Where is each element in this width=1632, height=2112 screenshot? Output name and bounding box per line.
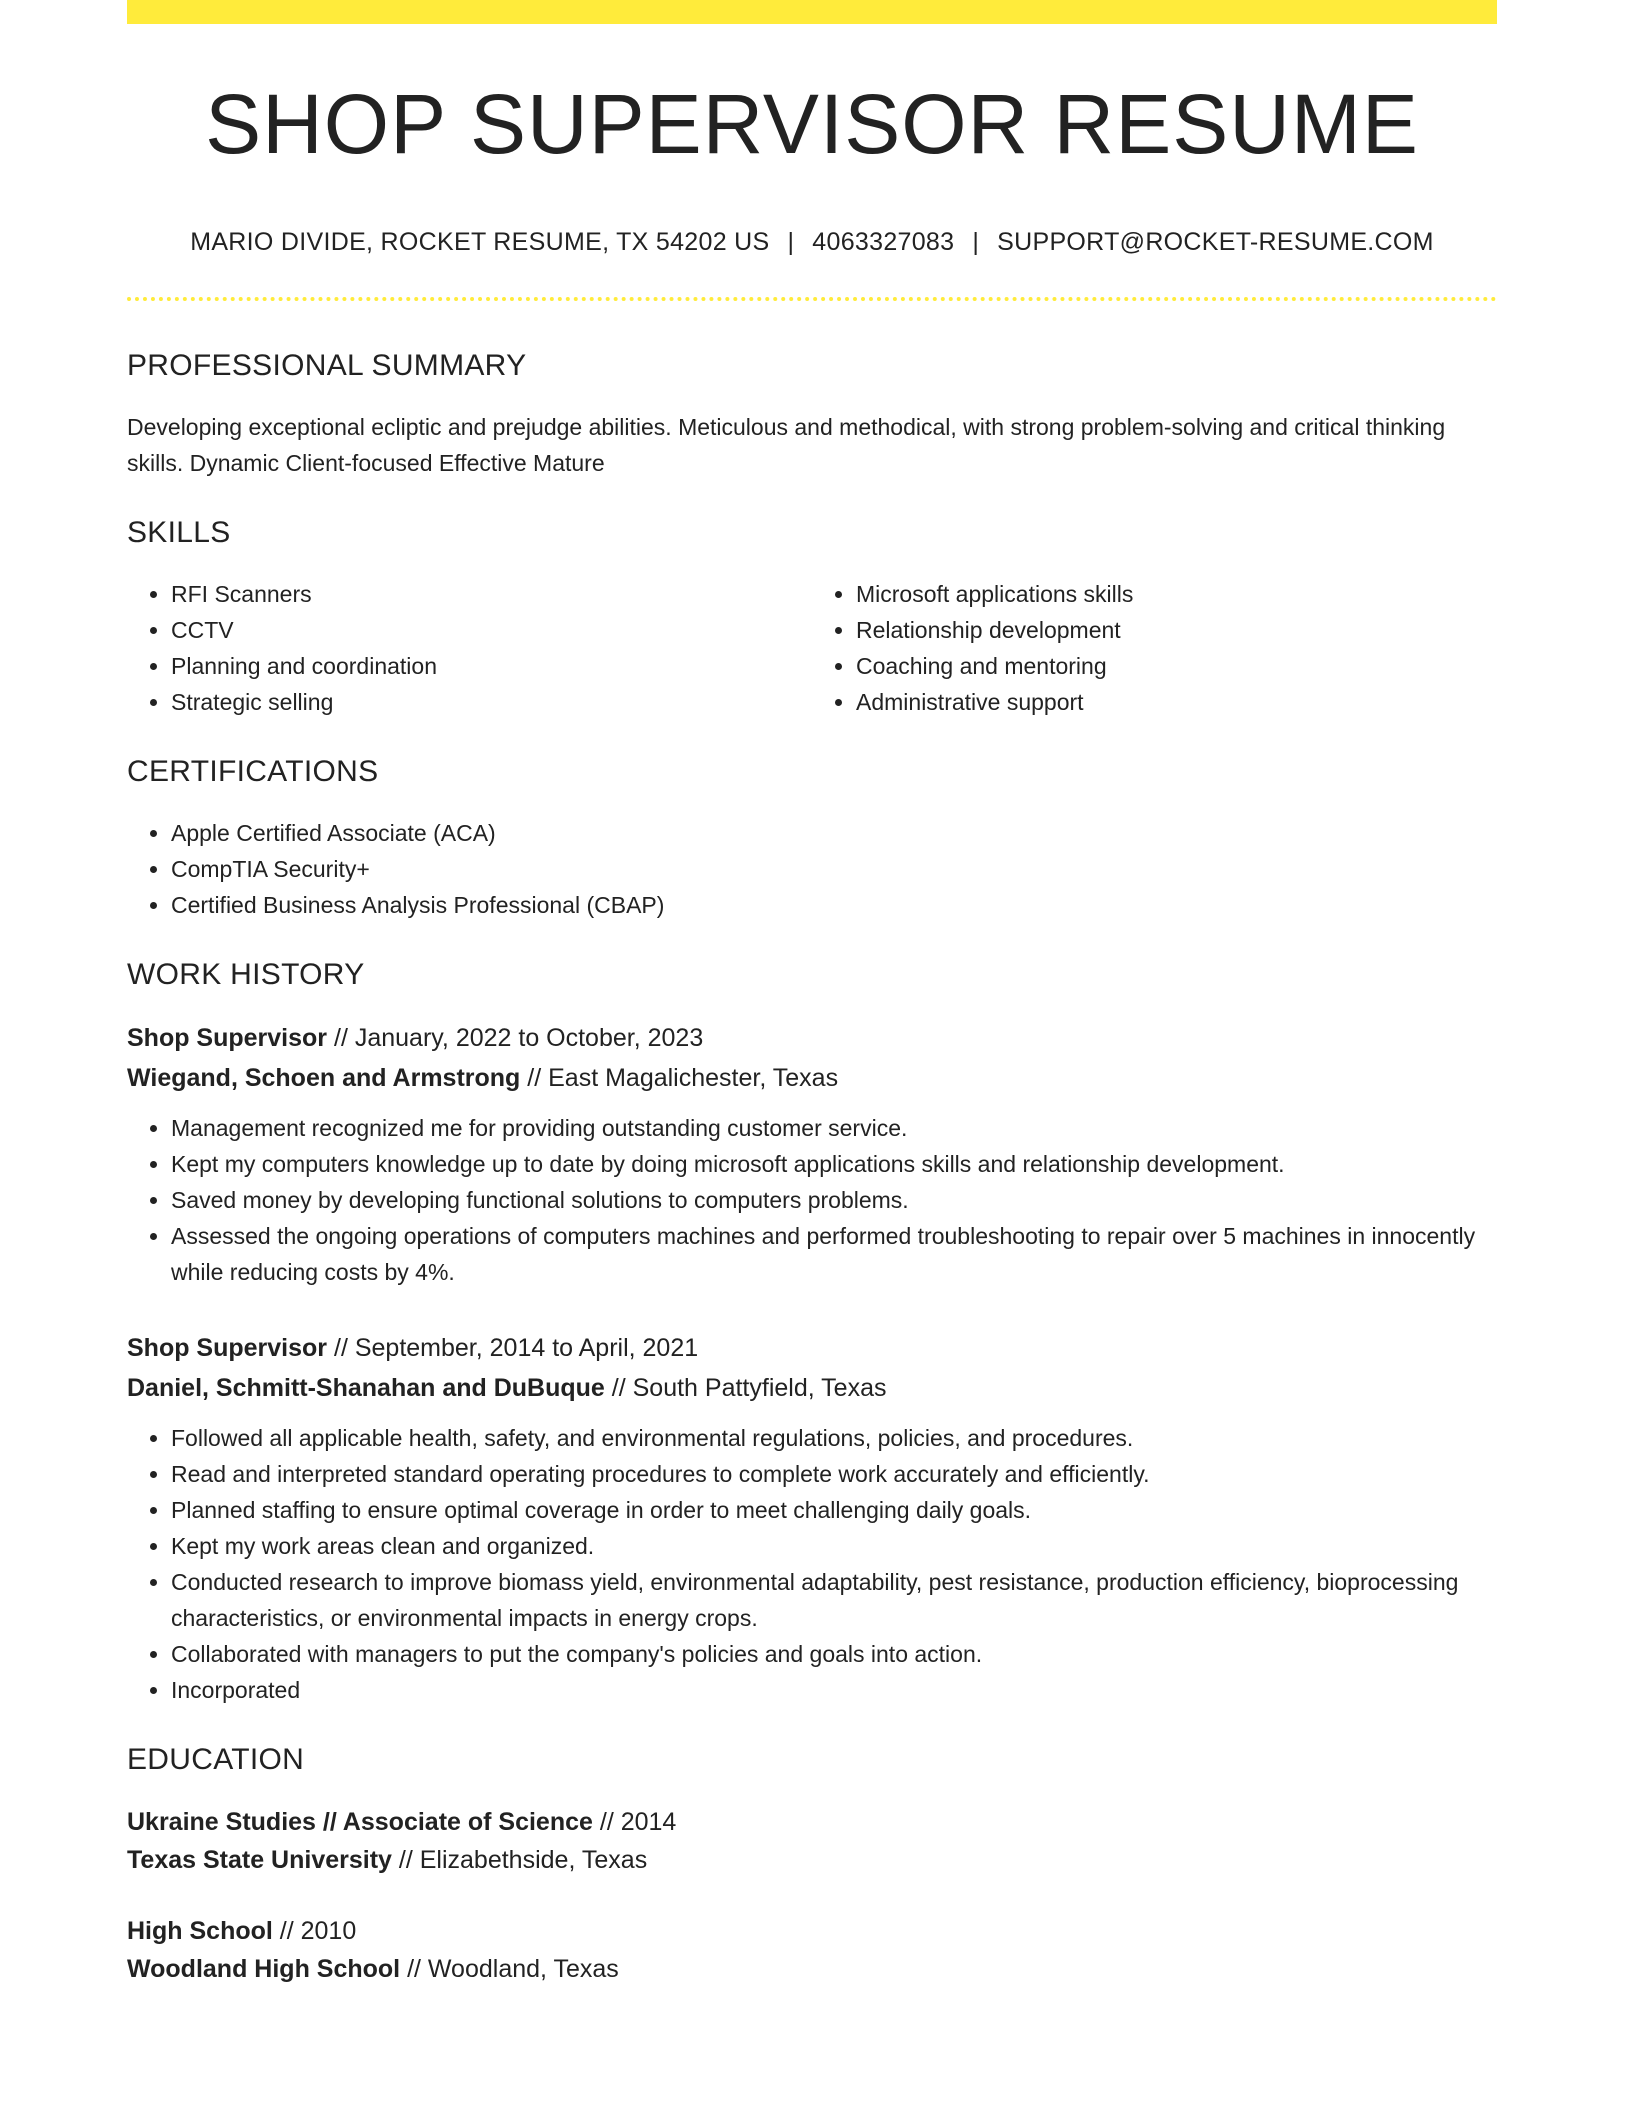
job-dates: // January, 2022 to October, 2023 [334, 1024, 704, 1052]
skills-left-list [127, 576, 812, 720]
contact-separator: | [787, 228, 795, 256]
job-location: // East Magalichester, Texas [527, 1064, 839, 1092]
job-company: Daniel, Schmitt-Shanahan and DuBuque [127, 1374, 605, 1402]
education-school-line [127, 1950, 1497, 1988]
skill-item: • Planning and coordination [171, 648, 812, 684]
summary-text: Developing exceptional ecliptic and prejudge abilities. Meticulous and methodical, with strong problem-solving and critical thinking skills. Dynamic Client-focused Effective Mature [127, 414, 1446, 476]
certification-item: • Certified Business Analysis Professional (CBAP) [171, 887, 1497, 923]
skill-item: • Strategic selling [171, 684, 812, 720]
job-bullet: • Collaborated with managers to put the company's policies and goals into action. [171, 1636, 1497, 1672]
education-degree: High School [127, 1917, 273, 1945]
contact-line [127, 230, 1497, 255]
contact-address: MARIO DIVIDE, ROCKET RESUME, TX 54202 US [190, 228, 770, 256]
job-bullet: • Assessed the ongoing operations of computers machines and performed troubleshooting to repair over 5 machines in innocently while reducing costs by 4%. [171, 1218, 1497, 1290]
skill-item: • Administrative support [856, 684, 1497, 720]
education-school: Woodland High School [127, 1955, 401, 1983]
contact-phone: 4063327083 [812, 228, 955, 256]
summary-heading: PROFESSIONAL SUMMARY [127, 349, 527, 382]
education-degree-line [127, 1912, 1497, 1950]
job-company-line [127, 1368, 1497, 1408]
job-bullet: • Planned staffing to ensure optimal coverage in order to meet challenging daily goals. [171, 1492, 1497, 1528]
education-location: // Elizabethside, Texas [398, 1846, 648, 1874]
contact-email: SUPPORT@ROCKET-RESUME.COM [997, 228, 1434, 256]
job-bullet: • Followed all applicable health, safety, and environmental regulations, policies, and procedures. [171, 1420, 1497, 1456]
job-title-line [127, 1018, 1497, 1058]
contact-separator: | [972, 228, 980, 256]
skill-item: • CCTV [171, 612, 812, 648]
work-history-heading: WORK HISTORY [127, 958, 365, 991]
job-bullet: • Incorporated [171, 1672, 1497, 1708]
certifications-heading: CERTIFICATIONS [127, 755, 379, 788]
certification-item: • CompTIA Security+ [171, 851, 1497, 887]
job-bullet: • Saved money by developing functional solutions to computers problems. [171, 1182, 1497, 1218]
job-bullet: • Kept my computers knowledge up to date by doing microsoft applications skills and relationship development. [171, 1146, 1497, 1182]
skills-right-list [812, 576, 1497, 720]
job-company-line [127, 1058, 1497, 1098]
job-entry [127, 1018, 1497, 1290]
resume-title: SHOP SUPERVISOR RESUME [205, 77, 1419, 171]
job-company: Wiegand, Schoen and Armstrong [127, 1064, 521, 1092]
education-entry [127, 1803, 1497, 1879]
education-school: Texas State University [127, 1846, 392, 1874]
skills-heading: SKILLS [127, 516, 231, 549]
skill-item: • Microsoft applications skills [856, 576, 1497, 612]
job-bullet: • Read and interpreted standard operating procedures to complete work accurately and efficiently. [171, 1456, 1497, 1492]
resume-page [127, 0, 1497, 1988]
job-title: Shop Supervisor [127, 1334, 328, 1362]
job-bullet-list [127, 1110, 1497, 1290]
job-bullet: • Kept my work areas clean and organized. [171, 1528, 1497, 1564]
education-degree-line [127, 1803, 1497, 1841]
job-bullet: • Conducted research to improve biomass yield, environmental adaptability, pest resistance, production efficiency, bioprocessing characteristics, or environmental impacts in energy crops. [171, 1564, 1497, 1636]
job-location: // South Pattyfield, Texas [611, 1374, 887, 1402]
education-school-line [127, 1841, 1497, 1879]
skill-item: • Relationship development [856, 612, 1497, 648]
education-year: // 2010 [279, 1917, 357, 1945]
certifications-list [127, 815, 1497, 923]
job-bullet-list [127, 1420, 1497, 1708]
dotted-divider [127, 297, 1497, 301]
education-location: // Woodland, Texas [407, 1955, 619, 1983]
skill-item: • RFI Scanners [171, 576, 812, 612]
education-degree: Ukraine Studies // Associate of Science [127, 1808, 593, 1836]
job-title-line [127, 1328, 1497, 1368]
skills-grid [127, 576, 1497, 720]
job-bullet: • Management recognized me for providing outstanding customer service. [171, 1110, 1497, 1146]
job-title: Shop Supervisor [127, 1024, 328, 1052]
certification-item: • Apple Certified Associate (ACA) [171, 815, 1497, 851]
education-year: // 2014 [599, 1808, 677, 1836]
education-entry [127, 1912, 1497, 1988]
top-accent-bar [127, 0, 1497, 24]
education-heading: EDUCATION [127, 1743, 305, 1776]
job-dates: // September, 2014 to April, 2021 [334, 1334, 699, 1362]
job-entry [127, 1328, 1497, 1708]
skill-item: • Coaching and mentoring [856, 648, 1497, 684]
